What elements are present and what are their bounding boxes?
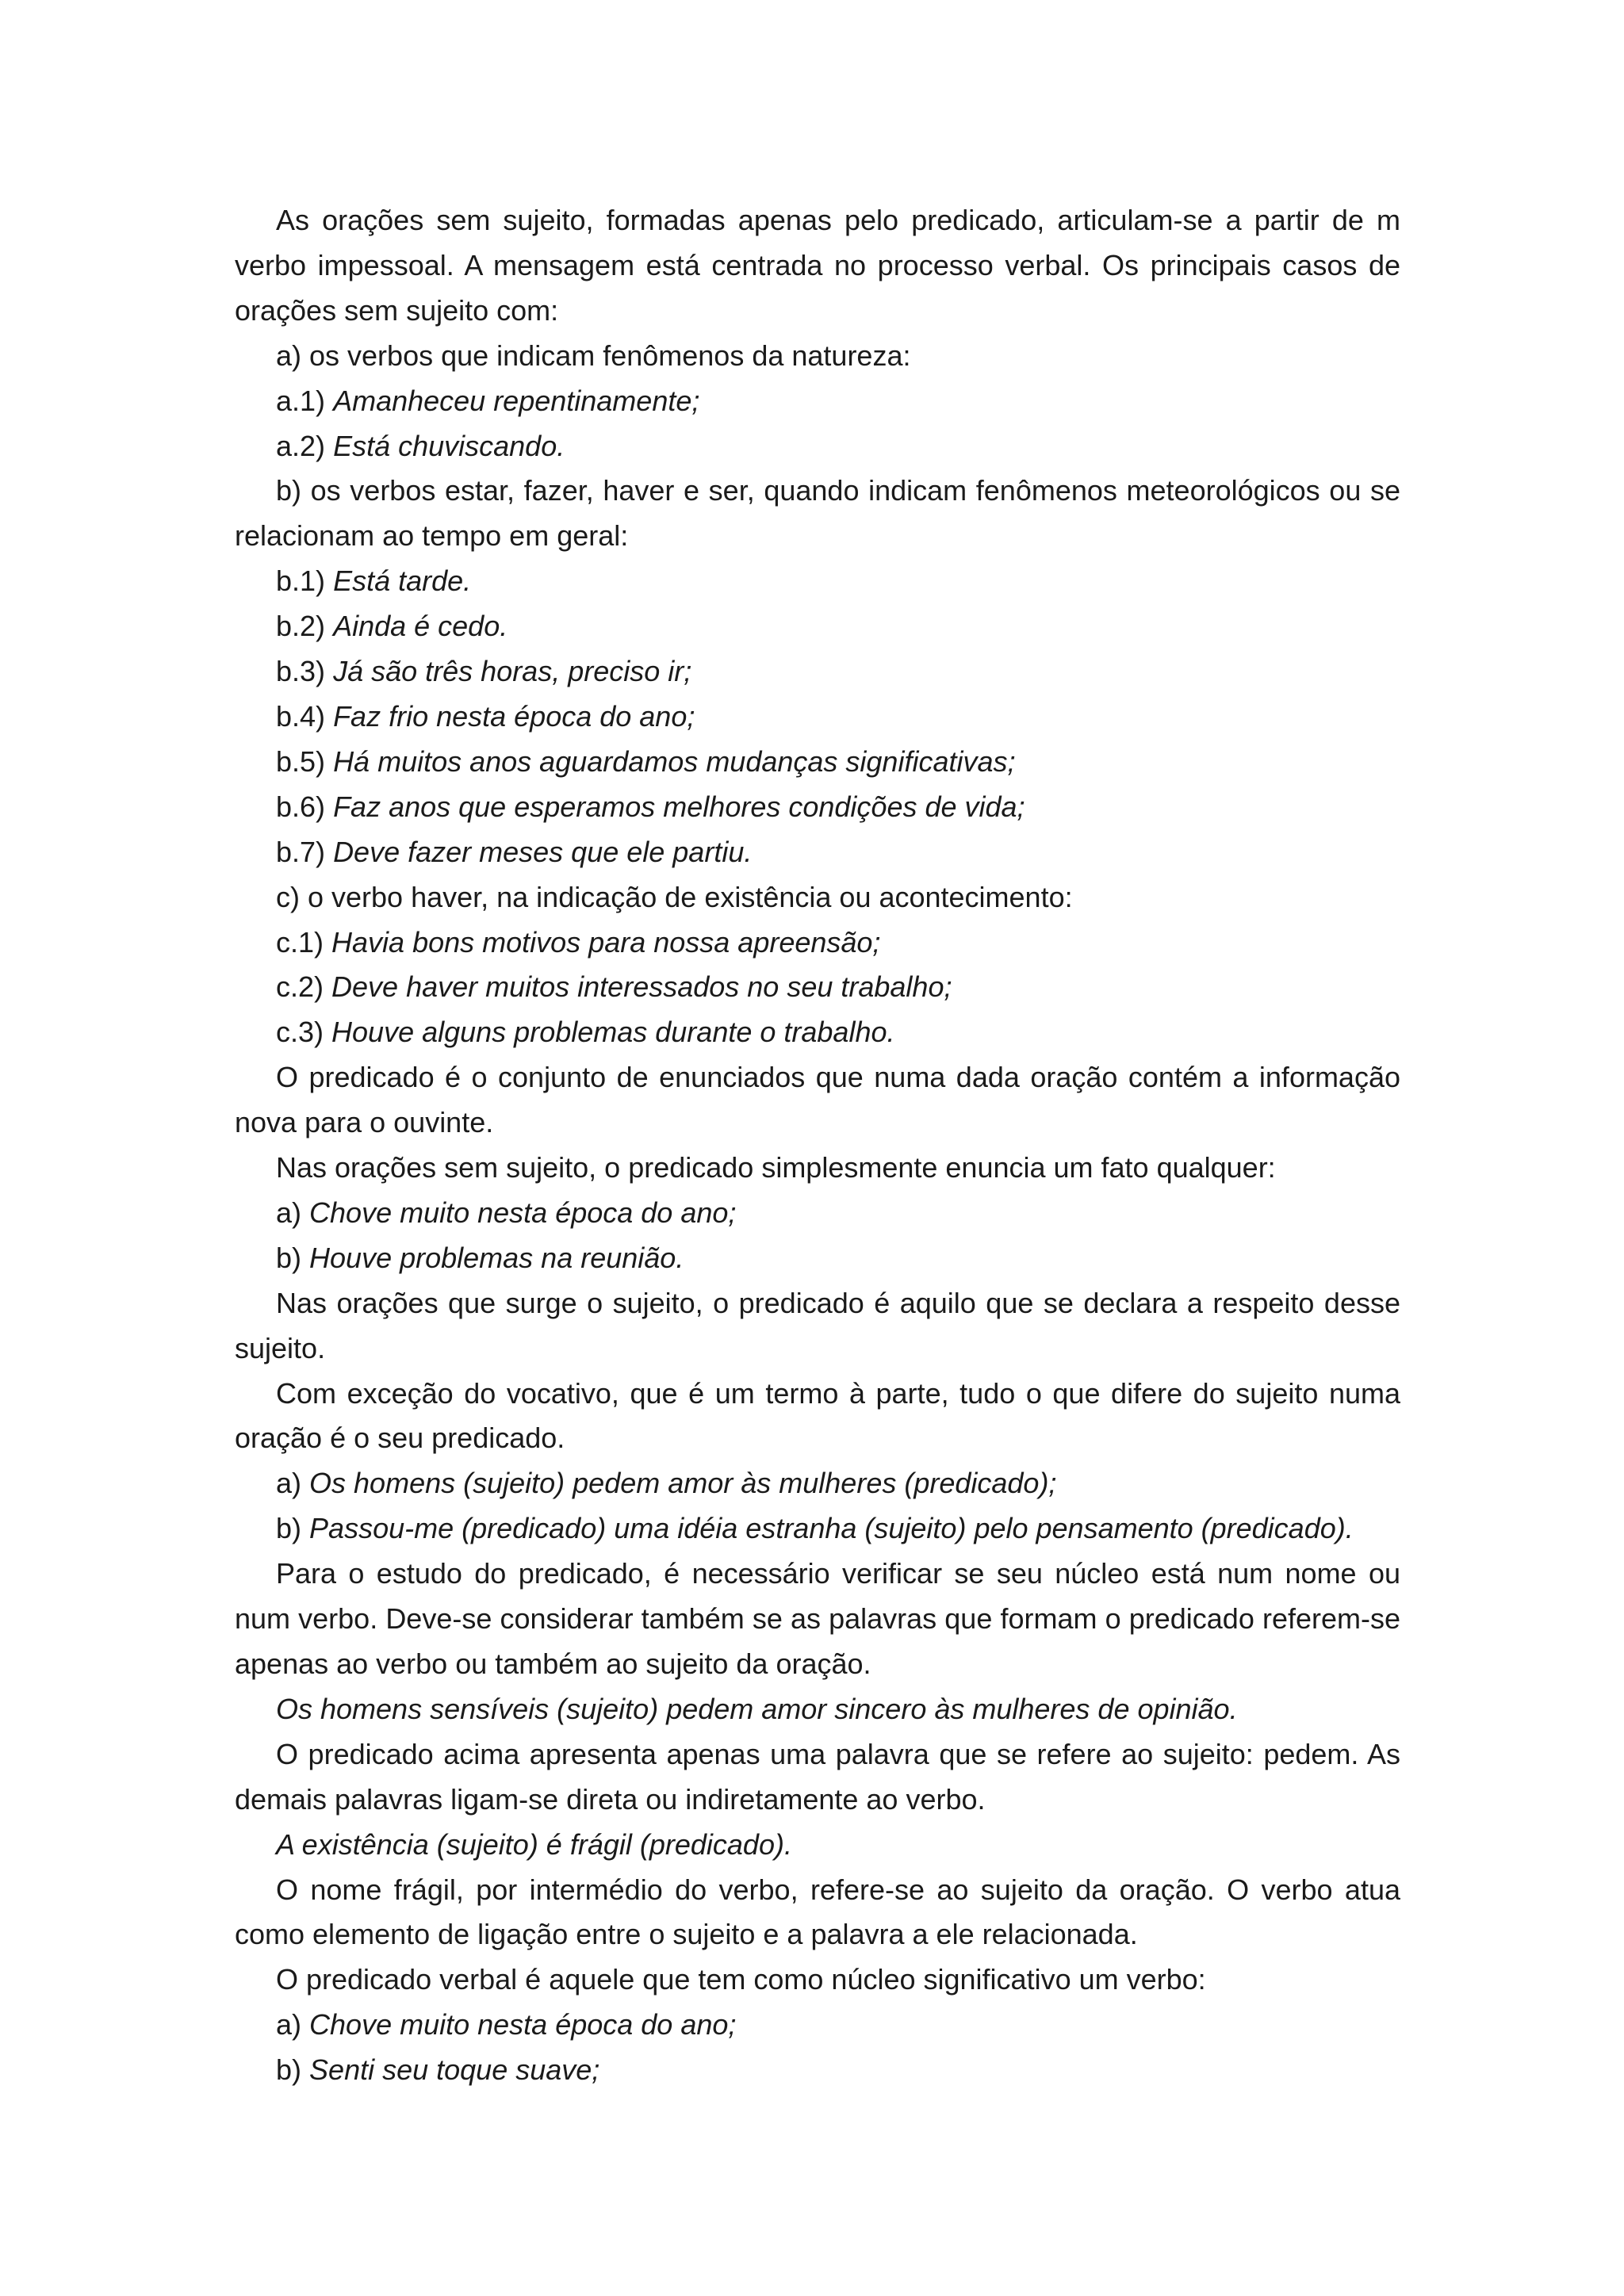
body-paragraph: b) os verbos estar, fazer, haver e ser, quando indicam fenômenos meteorológicos ou se relacionam ao tempo em geral: [235,474,1400,553]
body-paragraph: Com exceção do vocativo, que é um termo à parte, tudo o que difere do sujeito numa oração é o seu predicado. [235,1376,1400,1455]
example-sentence: Houve problemas na reunião. [309,1241,684,1274]
example-sentence: Senti seu toque suave; [309,2053,600,2087]
example-sentence: Houve alguns problemas durante o trabalho. [331,1016,895,1049]
example-sentence: Já são três horas, preciso ir; [333,655,692,688]
example-label: b.3) [276,655,326,688]
example-label: b.6) [276,790,326,823]
example-line [235,695,1400,740]
example-sentence-paragraph [235,1823,1400,1868]
example-sentence: Há muitos anos aguardamos mudanças significativas; [333,744,1016,778]
example-sentence: Chove muito nesta época do ano; [309,2008,737,2042]
example-sentence: Está tarde. [333,564,472,598]
body-paragraph: O predicado acima apresenta apenas uma palavra que se refere ao sujeito: pedem. As demais palavras ligam-se direta ou indiretamente ao verbo. [235,1737,1400,1816]
example-line [235,649,1400,695]
example-label: b.5) [276,744,326,778]
body-paragraph: a) os verbos que indicam fenômenos da natureza: [276,339,911,372]
example-line [235,1461,1400,1506]
example-line [235,604,1400,649]
example-line [235,424,1400,469]
example-sentence: A existência (sujeito) é frágil (predicado). [276,1827,792,1861]
example-sentence: Passou-me (predicado) uma idéia estranha (sujeito) pelo pensamento (predicado). [309,1512,1354,1545]
example-label: c.2) [276,970,324,1004]
example-label: a.1) [276,384,326,417]
document-body [235,198,1400,2093]
example-sentence: Faz frio nesta época do ano; [333,699,695,733]
example-line [235,1191,1400,1236]
body-paragraph: Nas orações que surge o sujeito, o predicado é aquilo que se declara a respeito desse sujeito. [235,1286,1400,1364]
example-label: b) [276,1241,302,1274]
example-label: a) [276,2008,302,2042]
example-line [235,2003,1400,2048]
body-paragraph: c) o verbo haver, na indicação de existência ou acontecimento: [276,880,1073,913]
example-sentence: Faz anos que esperamos melhores condições de vida; [333,790,1025,823]
example-line [235,379,1400,424]
example-label: b) [276,1512,302,1545]
body-paragraph: As orações sem sujeito, formadas apenas pelo predicado, articulam-se a partir de m verbo impessoal. A mensagem está centrada no processo verbal. Os principais casos de orações sem sujeito com: [235,204,1400,327]
example-sentence: Os homens sensíveis (sujeito) pedem amor sincero às mulheres de opinião. [276,1692,1238,1725]
example-line [235,830,1400,875]
example-sentence: Chove muito nesta época do ano; [309,1196,737,1229]
example-line [235,785,1400,830]
body-paragraph: O nome frágil, por intermédio do verbo, refere-se ao sujeito da oração. O verbo atua como elemento de ligação entre o sujeito e a palavra a ele relacionada. [235,1873,1400,1951]
example-label: b.2) [276,610,326,643]
example-sentence: Os homens (sujeito) pedem amor às mulheres (predicado); [309,1467,1057,1500]
example-sentence-paragraph [235,1687,1400,1732]
body-paragraph: O predicado verbal é aquele que tem como núcleo significativo um verbo: [276,1963,1206,1996]
body-paragraph: Nas orações sem sujeito, o predicado simplesmente enuncia um fato qualquer: [276,1151,1276,1184]
body-paragraph: O predicado é o conjunto de enunciados que numa dada oração contém a informação nova para o ouvinte. [235,1061,1400,1139]
example-label: b.7) [276,835,326,868]
example-label: a) [276,1196,302,1229]
example-label: b.1) [276,564,326,598]
example-line [235,2048,1400,2093]
example-label: c.1) [276,925,324,959]
example-label: b) [276,2053,302,2087]
example-label: a) [276,1467,302,1500]
example-label: c.3) [276,1016,324,1049]
body-paragraph: Para o estudo do predicado, é necessário verificar se seu núcleo está num nome ou num verbo. Deve-se considerar também se as palavras que formam o predicado referem-se apenas ao verbo ou também ao sujeito da oração. [235,1557,1400,1680]
example-line [235,920,1400,966]
example-sentence: Deve fazer meses que ele partiu. [333,835,753,868]
example-sentence: Está chuviscando. [333,429,565,462]
example-line [235,965,1400,1010]
example-label: a.2) [276,429,326,462]
example-line [235,1236,1400,1281]
example-line [235,1506,1400,1552]
example-sentence: Amanheceu repentinamente; [333,384,700,417]
example-label: b.4) [276,699,326,733]
example-line [235,740,1400,785]
example-line [235,559,1400,604]
example-sentence: Ainda é cedo. [333,610,508,643]
example-sentence: Havia bons motivos para nossa apreensão; [331,925,881,959]
example-line [235,1010,1400,1055]
example-sentence: Deve haver muitos interessados no seu trabalho; [331,970,952,1004]
